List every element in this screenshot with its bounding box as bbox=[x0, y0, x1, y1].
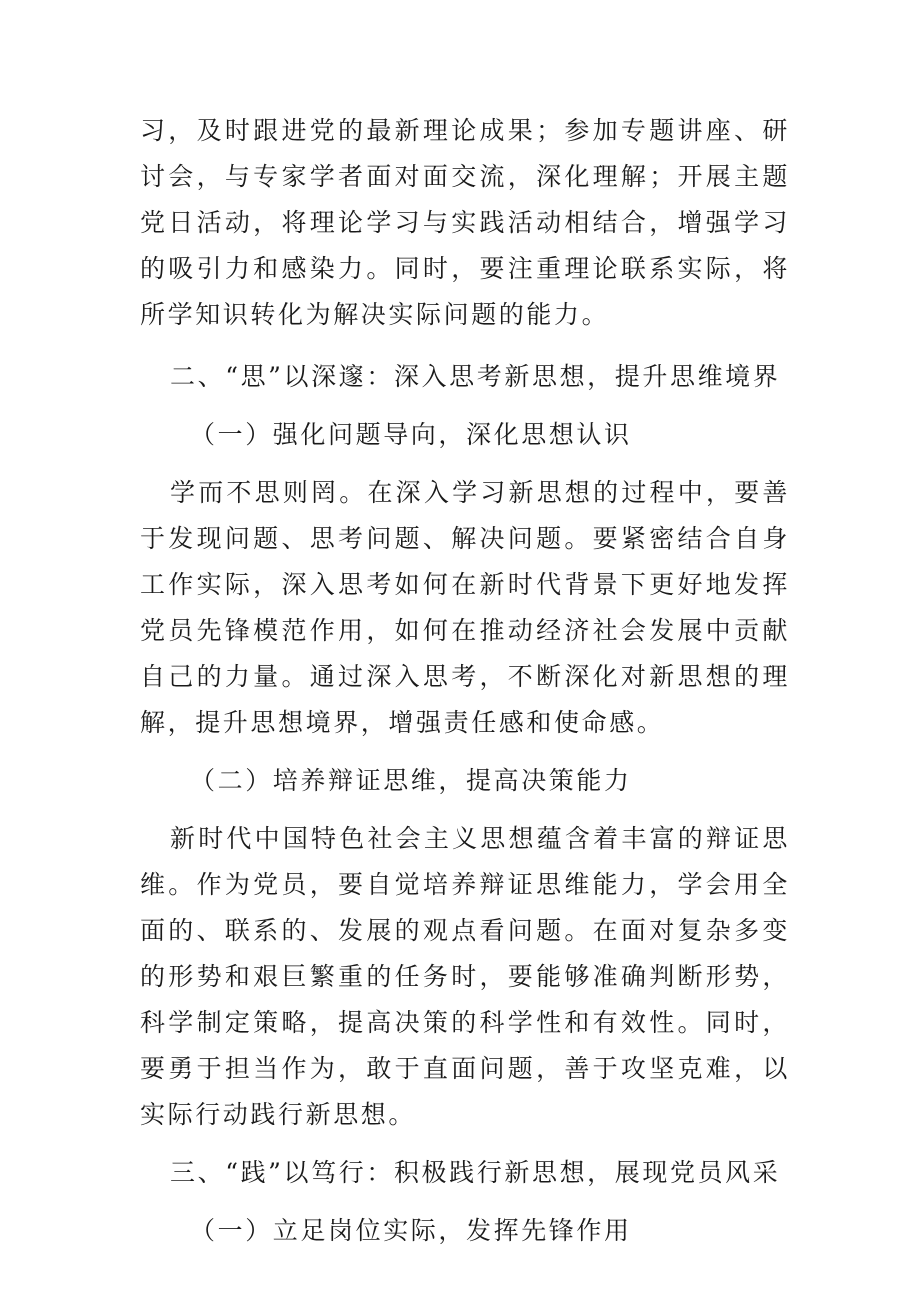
paragraph-2-2: 新时代中国特色社会主义思想蕴含着丰富的辩证思维。作为党员，要自觉培养辩证思维能力，学会用全面的、联系的、发展的观点看问题。在面对复杂多变的形势和艰巨繁重的任务时，要能够准确判断形势，科学制定策略，提高决策的科学性和有效性。同时，要勇于担当作为，敢于直面问题，善于攻坚克难，以实际行动践行新思想。 bbox=[140, 824, 790, 1129]
document-body bbox=[140, 108, 790, 1254]
section-heading-3: 三、“践”以笃行：积极践行新思想，展现党员风采 bbox=[170, 1158, 781, 1187]
subsection-heading-2-1: （一）强化问题导向，深化思想认识 bbox=[190, 420, 632, 449]
paragraph-continuation: 习，及时跟进党的最新理论成果；参加专题讲座、研讨会，与专家学者面对面交流，深化理解；开展主题党日活动，将理论学习与实践活动相结合，增强学习的吸引力和感染力。同时，要注重理论联系实际，将所学知识转化为解决实际问题的能力。 bbox=[140, 116, 790, 329]
paragraph-2-1: 学而不思则罔。在深入学习新思想的过程中，要善于发现问题、思考问题、解决问题。要紧密结合自身工作实际，深入思考如何在新时代背景下更好地发挥党员先锋模范作用，如何在推动经济社会发展中贡献自己的力量。通过深入思考，不断深化对新思想的理解，提升思想境界，增强责任感和使命感。 bbox=[140, 478, 790, 737]
subsection-heading-3-1: （一）立足岗位实际，发挥先锋作用 bbox=[190, 1216, 632, 1245]
section-heading-2: 二、“思”以深邃：深入思考新思想，提升思维境界 bbox=[170, 362, 781, 391]
subsection-heading-2-2: （二）培养辩证思维，提高决策能力 bbox=[190, 766, 632, 795]
